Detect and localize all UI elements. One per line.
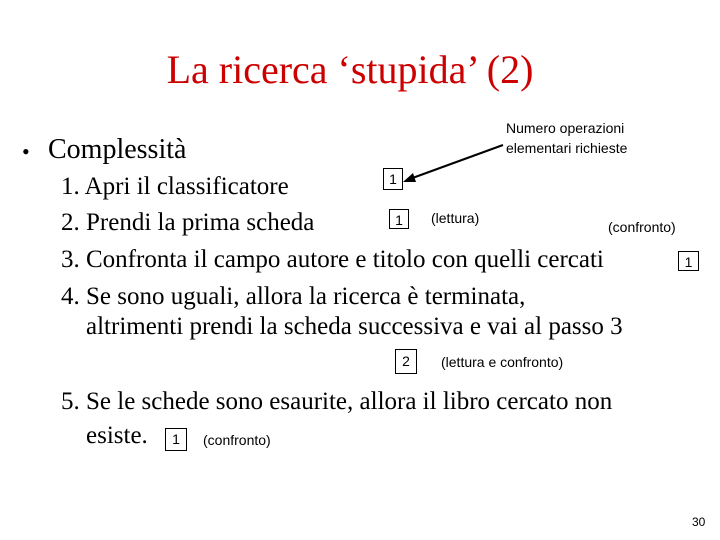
page-number: 30 [692,515,706,529]
count-box-step-5: 1 [165,428,187,451]
note-lettura-e-confronto: (lettura e confronto) [441,354,564,370]
count-box-step-1: 1 [383,168,403,190]
step-2: 2. Prendi la prima scheda [61,209,315,236]
note-lettura: (lettura) [431,210,480,226]
count-box-step-3: 1 [678,251,699,271]
step-5-continued: esiste. [86,422,148,449]
bullet-text: Complessità [48,134,187,165]
count-box-step-2: 1 [389,209,409,229]
bullet-marker: • [22,139,30,164]
step-4-continued: altrimenti prendi la scheda successiva e vai al passo 3 [86,313,623,340]
callout-note [506,118,627,158]
callout-line-1: Numero operazioni [506,120,625,136]
slide-title: La ricerca ‘stupida’ (2) [166,47,534,92]
note-confronto-step-5: (confronto) [203,432,271,448]
step-1: 1. Apri il classificatore [61,173,289,200]
callout-line-2: elementari richieste [506,140,628,156]
step-5: 5. Se le schede sono esaurite, allora il libro cercato non [61,388,613,415]
count-box-step-4: 2 [395,349,417,374]
step-3: 3. Confronta il campo autore e titolo con quelli cercati [61,246,604,273]
step-4: 4. Se sono uguali, allora la ricerca è terminata, [61,283,526,310]
note-confronto-step-2: (confronto) [608,219,676,235]
